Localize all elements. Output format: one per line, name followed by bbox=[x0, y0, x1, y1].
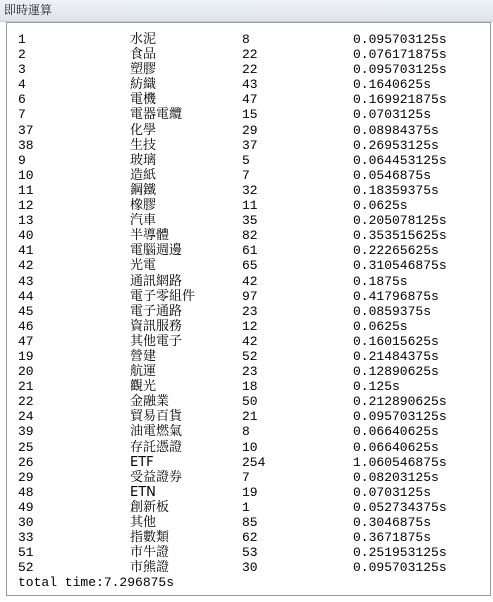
category-code: 40 bbox=[18, 228, 34, 244]
stock-count: 37 bbox=[242, 137, 258, 153]
result-row bbox=[18, 334, 484, 349]
result-row bbox=[18, 379, 484, 394]
category-name: 指數類 bbox=[130, 530, 170, 546]
stock-count: 7 bbox=[242, 167, 250, 183]
result-row bbox=[18, 455, 484, 470]
elapsed-time: 0.095703125s bbox=[353, 62, 447, 78]
stock-count: 42 bbox=[242, 273, 258, 289]
category-name: 航運 bbox=[130, 364, 157, 380]
category-code: 42 bbox=[18, 258, 34, 274]
category-code: 26 bbox=[18, 454, 34, 470]
result-row bbox=[18, 319, 484, 334]
result-row bbox=[18, 47, 484, 62]
category-code: 3 bbox=[18, 62, 26, 78]
elapsed-time: 0.16015625s bbox=[353, 333, 439, 349]
stock-count: 30 bbox=[242, 560, 258, 576]
stock-count: 23 bbox=[242, 364, 258, 380]
stock-count: 97 bbox=[242, 288, 258, 304]
stock-count: 15 bbox=[242, 107, 258, 123]
category-name: 觀光 bbox=[130, 379, 157, 395]
result-row bbox=[18, 500, 484, 515]
elapsed-time: 0.095703125s bbox=[353, 32, 447, 47]
category-code: 24 bbox=[18, 409, 34, 425]
elapsed-time: 0.3671875s bbox=[353, 530, 432, 546]
stock-count: 47 bbox=[242, 92, 258, 108]
elapsed-time: 0.0625s bbox=[353, 198, 408, 214]
category-name: ETN bbox=[130, 484, 156, 500]
result-row bbox=[18, 62, 484, 77]
category-name: 市牛證 bbox=[130, 545, 170, 561]
result-row bbox=[18, 485, 484, 500]
result-row bbox=[18, 545, 484, 560]
stock-count: 11 bbox=[242, 198, 258, 214]
category-name: 水泥 bbox=[130, 32, 157, 47]
result-row bbox=[18, 138, 484, 153]
category-code: 10 bbox=[18, 167, 34, 183]
stock-count: 62 bbox=[242, 530, 258, 546]
elapsed-time: 0.06640625s bbox=[353, 424, 439, 440]
category-name: 化學 bbox=[130, 122, 157, 138]
window-title: 即時運算 bbox=[4, 3, 53, 17]
elapsed-time: 0.064453125s bbox=[353, 152, 447, 168]
total-time: total time:7.296875s bbox=[18, 575, 175, 591]
category-name: 市熊證 bbox=[130, 560, 170, 576]
category-name: 電機 bbox=[130, 92, 157, 108]
result-row bbox=[18, 32, 484, 47]
category-name: 其他 bbox=[130, 515, 157, 530]
elapsed-time: 0.1640625s bbox=[353, 77, 432, 93]
result-row bbox=[18, 289, 484, 304]
stock-count: 254 bbox=[242, 454, 266, 470]
category-code: 4 bbox=[18, 77, 26, 93]
category-code: 38 bbox=[18, 137, 34, 153]
elapsed-time: 0.095703125s bbox=[353, 409, 447, 425]
category-code: 30 bbox=[18, 515, 34, 530]
category-name: 電器電纜 bbox=[130, 107, 183, 123]
stock-count: 8 bbox=[242, 424, 250, 440]
result-row bbox=[18, 364, 484, 379]
category-name: 其他電子 bbox=[130, 333, 183, 349]
category-code: 25 bbox=[18, 439, 34, 455]
category-name: 創新板 bbox=[130, 499, 170, 515]
result-row bbox=[18, 183, 484, 198]
category-name: 電子零組件 bbox=[130, 288, 196, 304]
title-bar[interactable] bbox=[0, 0, 493, 22]
stock-count: 85 bbox=[242, 515, 258, 530]
category-code: 51 bbox=[18, 545, 34, 561]
result-row bbox=[18, 470, 484, 485]
elapsed-time: 0.212890625s bbox=[353, 394, 447, 410]
category-code: 43 bbox=[18, 273, 34, 289]
category-code: 6 bbox=[18, 92, 26, 108]
elapsed-time: 0.21484375s bbox=[353, 348, 439, 364]
elapsed-time: 0.251953125s bbox=[353, 545, 447, 561]
result-row bbox=[18, 424, 484, 439]
category-code: 13 bbox=[18, 213, 34, 229]
elapsed-time: 0.0703125s bbox=[353, 107, 432, 123]
category-name: 電腦週邊 bbox=[130, 243, 183, 259]
category-name: 塑膠 bbox=[130, 62, 157, 78]
results-list bbox=[18, 32, 484, 590]
elapsed-time: 0.169921875s bbox=[353, 92, 447, 108]
elapsed-time: 0.076171875s bbox=[353, 47, 447, 63]
elapsed-time: 0.125s bbox=[353, 379, 400, 395]
category-name: 金融業 bbox=[130, 394, 170, 410]
elapsed-time: 0.0859375s bbox=[353, 303, 432, 319]
stock-count: 7 bbox=[242, 469, 250, 485]
category-name: 造紙 bbox=[130, 167, 157, 183]
stock-count: 43 bbox=[242, 77, 258, 93]
category-name: 玻璃 bbox=[130, 152, 157, 168]
result-row bbox=[18, 107, 484, 122]
result-row bbox=[18, 440, 484, 455]
category-code: 9 bbox=[18, 152, 26, 168]
result-row bbox=[18, 213, 484, 228]
category-code: 22 bbox=[18, 394, 34, 410]
category-name: 光電 bbox=[130, 258, 157, 274]
result-row bbox=[18, 349, 484, 364]
category-name: 資訊服務 bbox=[130, 318, 183, 334]
elapsed-time: 0.310546875s bbox=[353, 258, 447, 274]
stock-count: 29 bbox=[242, 122, 258, 138]
category-code: 41 bbox=[18, 243, 34, 259]
stock-count: 21 bbox=[242, 409, 258, 425]
stock-count: 35 bbox=[242, 213, 258, 229]
stock-count: 8 bbox=[242, 32, 250, 47]
category-name: 半導體 bbox=[130, 228, 170, 244]
category-code: 44 bbox=[18, 288, 34, 304]
category-name: 汽車 bbox=[130, 213, 157, 229]
category-code: 21 bbox=[18, 379, 34, 395]
category-code: 2 bbox=[18, 47, 26, 63]
elapsed-time: 0.12890625s bbox=[353, 364, 439, 380]
result-row bbox=[18, 530, 484, 545]
category-name: 營建 bbox=[130, 348, 157, 364]
stock-count: 53 bbox=[242, 545, 258, 561]
category-code: 49 bbox=[18, 499, 34, 515]
result-row bbox=[18, 123, 484, 138]
elapsed-time: 0.0703125s bbox=[353, 484, 432, 500]
stock-count: 61 bbox=[242, 243, 258, 259]
stock-count: 18 bbox=[242, 379, 258, 395]
category-code: 48 bbox=[18, 484, 34, 500]
elapsed-time: 0.353515625s bbox=[353, 228, 447, 244]
result-row bbox=[18, 77, 484, 92]
result-row bbox=[18, 168, 484, 183]
elapsed-time: 1.060546875s bbox=[353, 454, 447, 470]
category-code: 45 bbox=[18, 303, 34, 319]
result-row bbox=[18, 394, 484, 409]
stock-count: 22 bbox=[242, 62, 258, 78]
result-row bbox=[18, 409, 484, 424]
stock-count: 12 bbox=[242, 318, 258, 334]
category-name: 食品 bbox=[130, 47, 157, 63]
stock-count: 42 bbox=[242, 333, 258, 349]
category-code: 12 bbox=[18, 198, 34, 214]
category-name: 鋼鐵 bbox=[130, 182, 157, 198]
category-code: 7 bbox=[18, 107, 26, 123]
elapsed-time: 0.095703125s bbox=[353, 560, 447, 576]
category-name: 受益證券 bbox=[130, 469, 183, 485]
category-code: 37 bbox=[18, 122, 34, 138]
result-row bbox=[18, 274, 484, 289]
category-name: 存託憑證 bbox=[130, 439, 183, 455]
stock-count: 32 bbox=[242, 182, 258, 198]
stock-count: 22 bbox=[242, 47, 258, 63]
stock-count: 1 bbox=[242, 499, 250, 515]
category-code: 47 bbox=[18, 333, 34, 349]
category-code: 20 bbox=[18, 364, 34, 380]
elapsed-time: 0.1875s bbox=[353, 273, 408, 289]
stock-count: 10 bbox=[242, 439, 258, 455]
elapsed-time: 0.3046875s bbox=[353, 515, 432, 530]
result-row bbox=[18, 153, 484, 168]
elapsed-time: 0.205078125s bbox=[353, 213, 447, 229]
elapsed-time: 0.08984375s bbox=[353, 122, 439, 138]
stock-count: 82 bbox=[242, 228, 258, 244]
result-row bbox=[18, 304, 484, 319]
category-code: 19 bbox=[18, 348, 34, 364]
result-row bbox=[18, 243, 484, 258]
category-name: 電子通路 bbox=[130, 303, 183, 319]
elapsed-time: 0.41796875s bbox=[353, 288, 439, 304]
category-name: 生技 bbox=[130, 137, 157, 153]
category-code: 11 bbox=[18, 182, 34, 198]
result-row bbox=[18, 515, 484, 530]
category-name: 紡織 bbox=[130, 77, 157, 93]
result-row bbox=[18, 560, 484, 575]
category-name: 通訊網路 bbox=[130, 273, 183, 289]
elapsed-time: 0.0625s bbox=[353, 318, 408, 334]
stock-count: 50 bbox=[242, 394, 258, 410]
elapsed-time: 0.22265625s bbox=[353, 243, 439, 259]
result-row bbox=[18, 228, 484, 243]
category-code: 46 bbox=[18, 318, 34, 334]
elapsed-time: 0.18359375s bbox=[353, 182, 439, 198]
elapsed-time: 0.26953125s bbox=[353, 137, 439, 153]
stock-count: 19 bbox=[242, 484, 258, 500]
category-code: 29 bbox=[18, 469, 34, 485]
stock-count: 23 bbox=[242, 303, 258, 319]
results-text-area[interactable] bbox=[6, 22, 491, 596]
stock-count: 52 bbox=[242, 348, 258, 364]
elapsed-time: 0.06640625s bbox=[353, 439, 439, 455]
elapsed-time: 0.0546875s bbox=[353, 167, 432, 183]
category-code: 52 bbox=[18, 560, 34, 576]
category-code: 1 bbox=[18, 32, 26, 47]
stock-count: 65 bbox=[242, 258, 258, 274]
category-name: 橡膠 bbox=[130, 198, 157, 214]
result-row bbox=[18, 198, 484, 213]
elapsed-time: 0.052734375s bbox=[353, 499, 447, 515]
stock-count: 5 bbox=[242, 152, 250, 168]
elapsed-time: 0.08203125s bbox=[353, 469, 439, 485]
category-name: 貿易百貨 bbox=[130, 409, 183, 425]
category-name: 油電燃氣 bbox=[130, 424, 183, 440]
result-row bbox=[18, 258, 484, 273]
category-name: ETF bbox=[130, 454, 154, 470]
category-code: 39 bbox=[18, 424, 34, 440]
category-code: 33 bbox=[18, 530, 34, 546]
result-row bbox=[18, 92, 484, 107]
